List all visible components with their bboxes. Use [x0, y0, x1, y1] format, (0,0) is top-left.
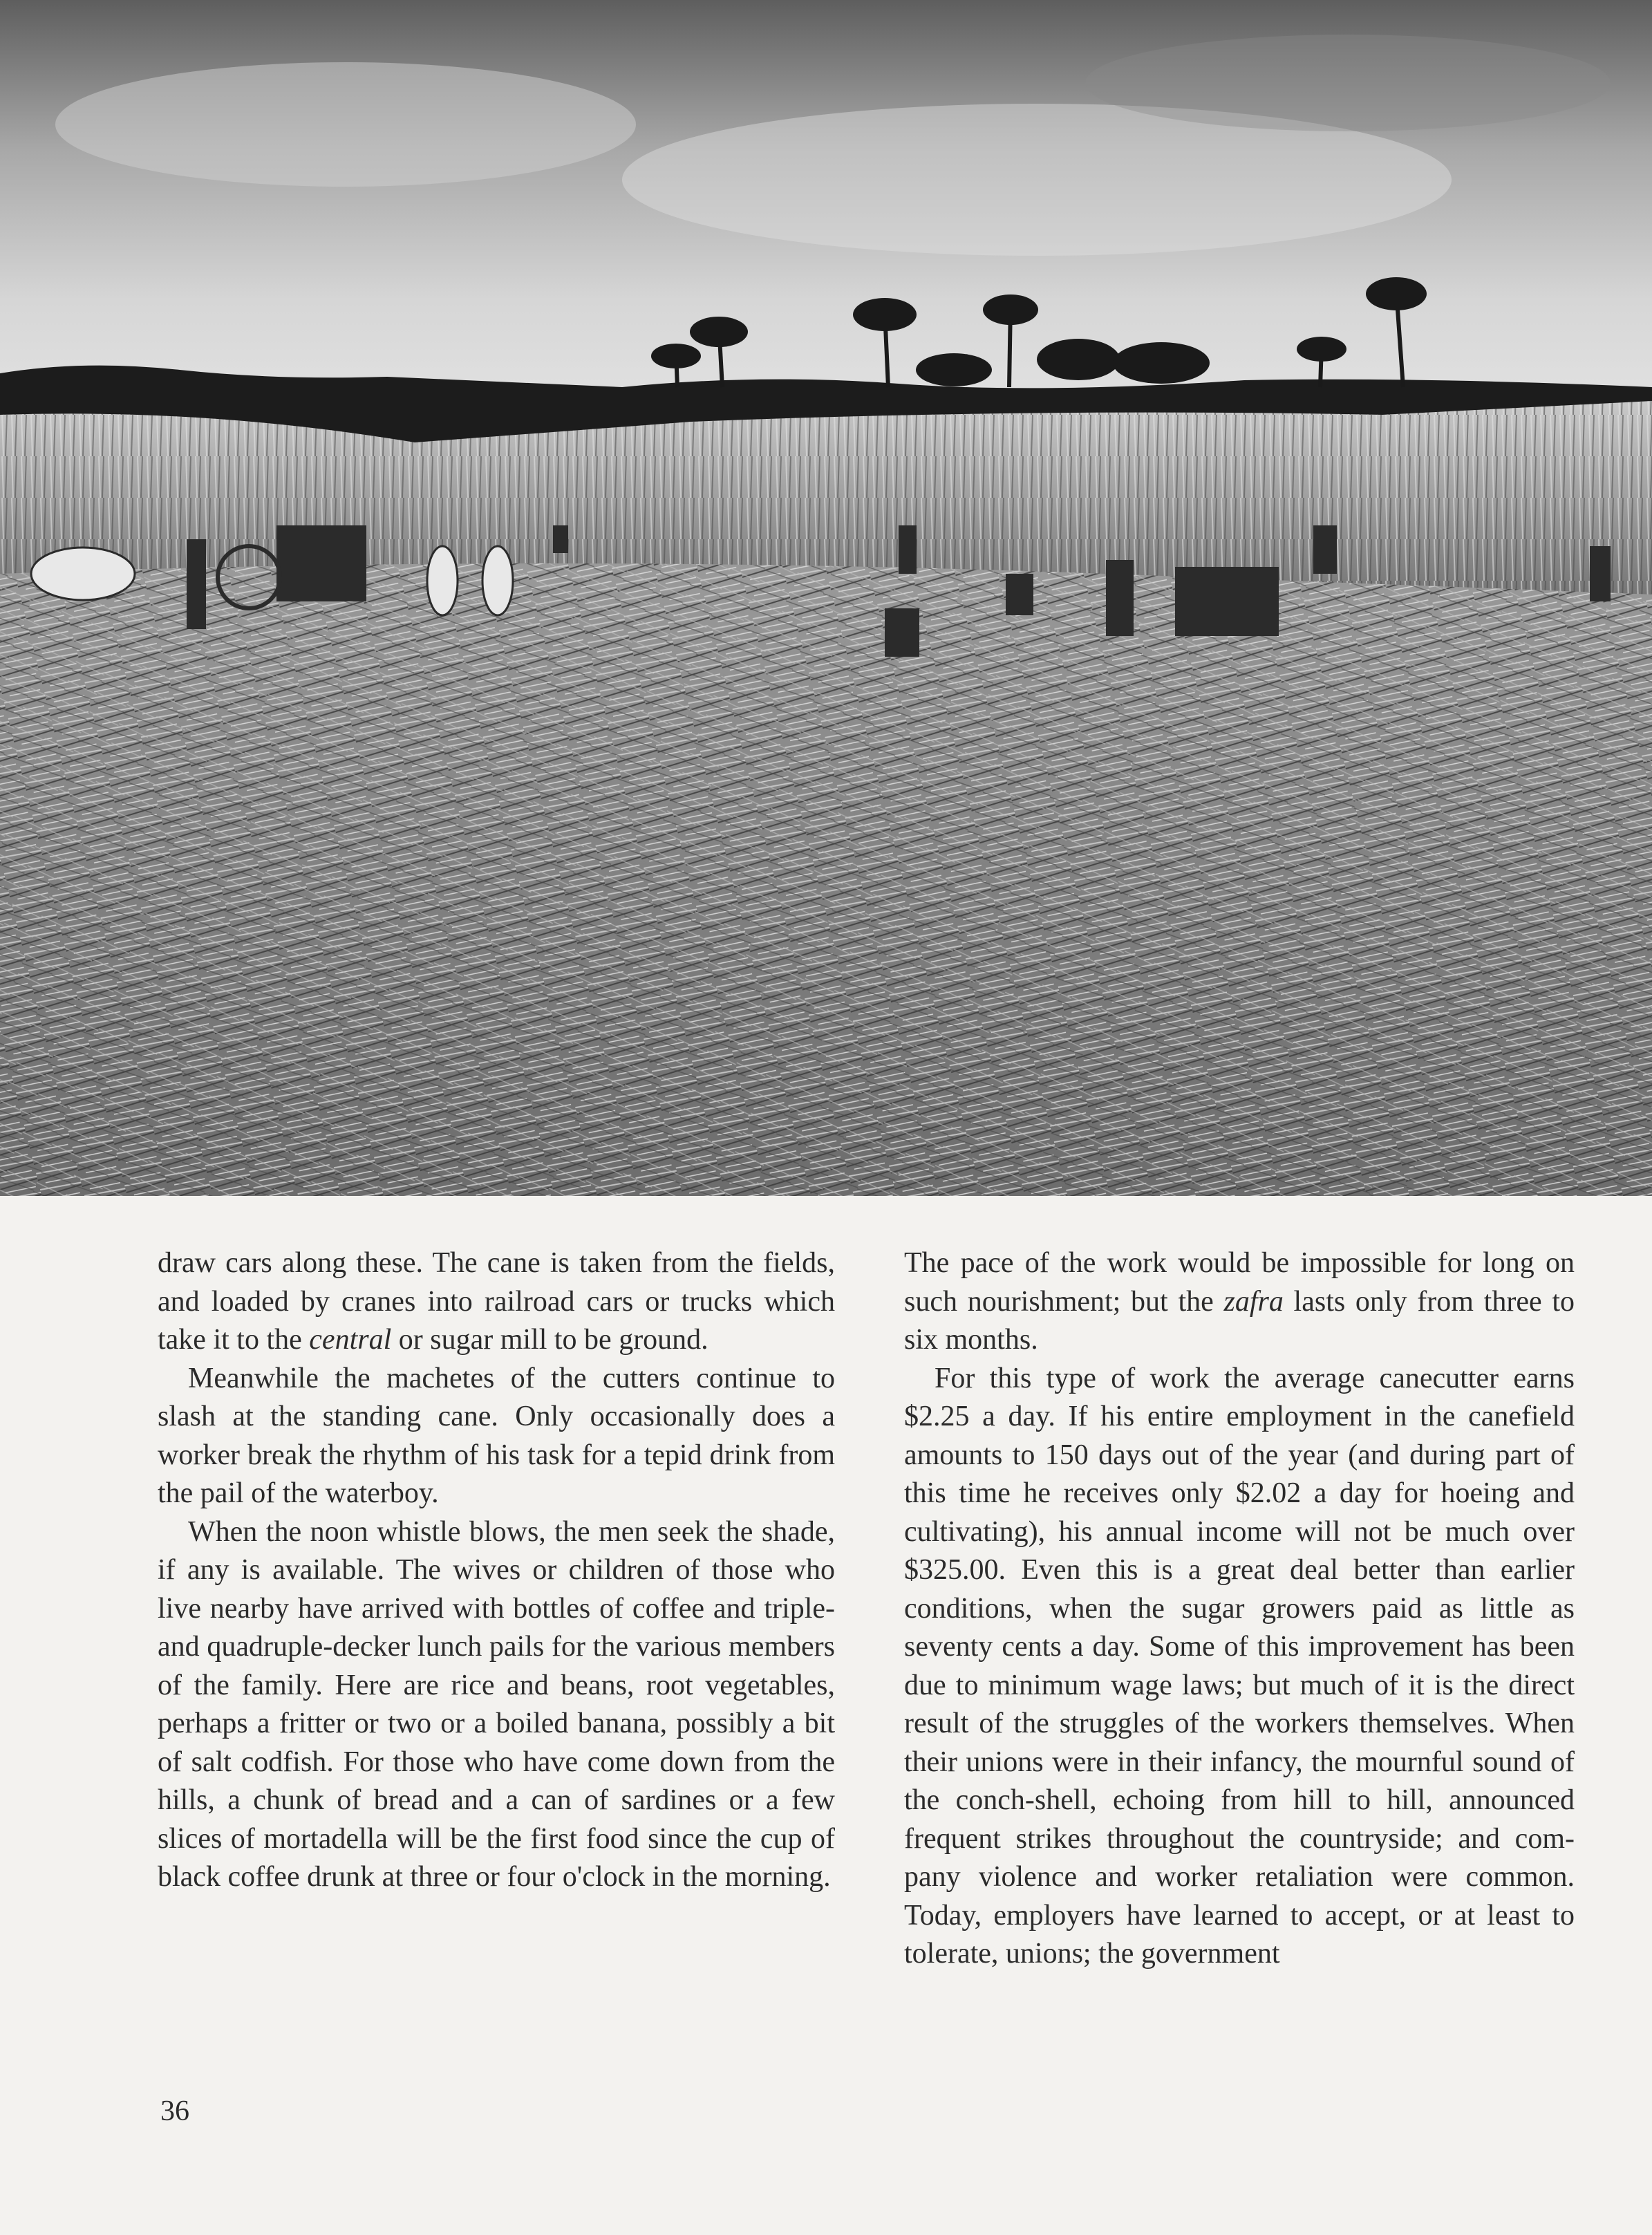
right-p1-text-b: lasts only from three to six months. [904, 1285, 1575, 1356]
left-paragraph-2: Meanwhile the machetes of the cutters continue to slash at the standing cane. Only occasionally does a worker break the rhythm of his task for a tepid drink from the pail of the waterboy. [158, 1362, 835, 1509]
page-number: 36 [160, 2095, 189, 2127]
left-column [158, 1244, 835, 1897]
right-p1-italic-term: zafra [1223, 1285, 1284, 1318]
left-paragraph-1 [158, 1244, 835, 1360]
left-paragraph-3: When the noon whistle blows, the men seek the shade, if any is available. The wives or children of those who live nearby have arrived with bottles of coffee and triple- and quadruple-decker lunch pails for the various members of the family. Here are rice and beans, root vegetables, perhaps a fritter or two or a boiled banana, possibly a bit of salt codfish. For those who have come down from the hills, a chunk of bread and a can of sardines or a few slices of mortadella will be the first food since the cup of black coffee drunk at three or four o'clock in the morning. [158, 1515, 835, 1893]
right-paragraph-2: For this type of work the average canecutter earns $2.25 a day. If his entire employment in the canefield amounts to 150 days out of the year (and during part of this time he receives only $2.02 a day for hoeing and cultivating), his annual income will not be much over $325.00. Even this is a great deal better than earlier conditions, when the sugar growers paid as little as seventy cents a day. Some of this improvement has been due to minimum wage laws; but much of it is the direct result of the struggles of the workers themselves. When their unions were in their infancy, the mournful sound of the conch-shell, echoing from hill to hill, announced frequent strikes throughout the countryside; and company violence and worker retaliation were common. Today, employers have learned to accept, or at least to tolerate, unions; the government [904, 1362, 1575, 1970]
left-p1-italic-term: central [309, 1324, 392, 1356]
right-paragraph-1 [904, 1244, 1575, 1360]
right-column [904, 1244, 1575, 1974]
left-p1-text-b: or sugar mill to be ground. [391, 1324, 708, 1356]
left-p1-text-a: draw cars along these. The cane is taken from the fields, and loaded by cranes into railroad cars or trucks which take it to the [158, 1247, 835, 1356]
right-p1-text-a: The pace of the work would be impossible for long on such nourishment; but the [904, 1247, 1575, 1318]
